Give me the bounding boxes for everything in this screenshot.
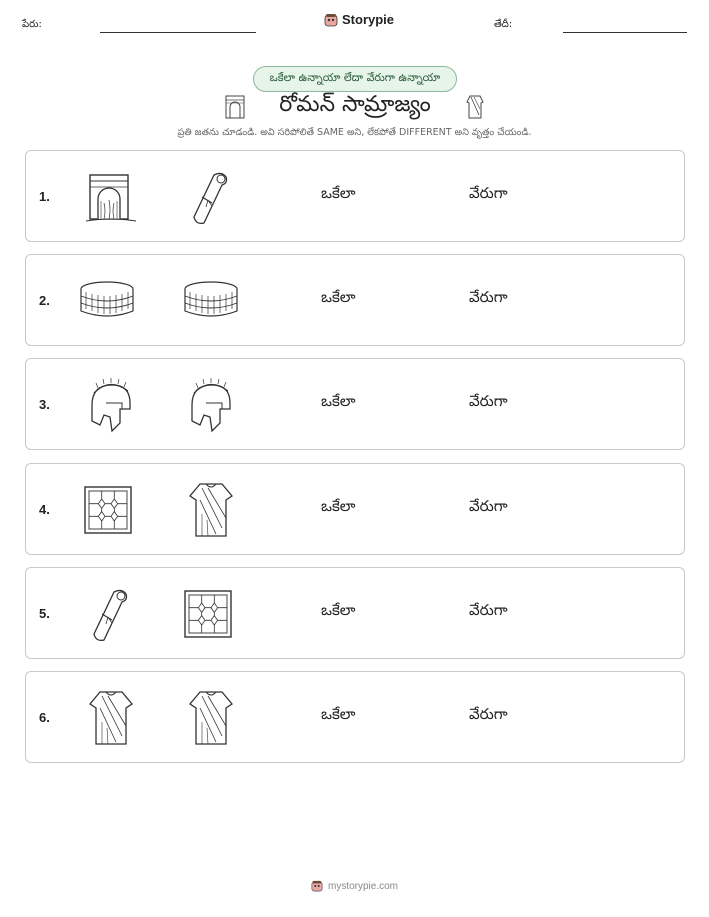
page-title: రోమన్ సామ్రాజ్యం xyxy=(279,92,431,117)
aqueduct-icon xyxy=(224,93,246,121)
question-number: 4. xyxy=(39,502,50,517)
scroll-icon xyxy=(182,167,240,227)
toga-icon xyxy=(464,93,486,121)
same-option[interactable]: ఒకేలా xyxy=(321,288,356,306)
brand-name: Storypie xyxy=(342,12,395,27)
question-number: 1. xyxy=(39,189,50,204)
footer xyxy=(0,880,709,892)
subtitle-badge: ఒకేలా ఉన్నాయా లేదా వేరుగా ఉన్నాయా xyxy=(253,66,457,92)
different-option[interactable]: వేరుగా xyxy=(469,497,508,515)
same-option[interactable]: ఒకేలా xyxy=(321,601,356,619)
toga-icon xyxy=(182,688,240,748)
question-number: 2. xyxy=(39,293,50,308)
same-option[interactable]: ఒకేలా xyxy=(321,497,356,515)
colosseum-icon xyxy=(182,271,240,331)
date-line[interactable] xyxy=(563,32,687,33)
toga-icon xyxy=(182,480,240,540)
storypie-mascot-icon xyxy=(311,880,323,892)
mosaic-icon xyxy=(182,584,240,644)
footer-url[interactable]: mystorypie.com xyxy=(327,880,398,892)
same-option[interactable]: ఒకేలా xyxy=(321,705,356,723)
different-option[interactable]: వేరుగా xyxy=(469,705,508,723)
brand-logo xyxy=(324,12,394,27)
question-card-2 xyxy=(25,254,685,346)
colosseum-icon xyxy=(78,271,136,331)
helmet-icon xyxy=(82,375,140,435)
question-card-6 xyxy=(25,671,685,763)
question-number: 6. xyxy=(39,710,50,725)
question-card-3 xyxy=(25,358,685,450)
title-row xyxy=(224,92,486,122)
same-option[interactable]: ఒకేలా xyxy=(321,184,356,202)
toga-icon xyxy=(82,688,140,748)
question-card-4 xyxy=(25,463,685,555)
same-option[interactable]: ఒకేలా xyxy=(321,392,356,410)
name-label: పేరు: xyxy=(22,19,42,30)
aqueduct-icon xyxy=(82,167,140,227)
storypie-mascot-icon xyxy=(324,13,338,27)
date-label: తేదీ: xyxy=(494,19,513,30)
question-number: 5. xyxy=(39,606,50,621)
name-line[interactable] xyxy=(100,32,256,33)
different-option[interactable]: వేరుగా xyxy=(469,392,508,410)
mosaic-icon xyxy=(82,480,140,540)
helmet-icon xyxy=(182,375,240,435)
different-option[interactable]: వేరుగా xyxy=(469,288,508,306)
different-option[interactable]: వేరుగా xyxy=(469,601,508,619)
instructions: ప్రతి జతను చూడండి. అవి సరిపోలితే SAME అని, లేకపోతే DIFFERENT అని వృత్తం చేయండి. xyxy=(177,127,532,138)
different-option[interactable]: వేరుగా xyxy=(469,184,508,202)
question-card-1 xyxy=(25,150,685,242)
question-number: 3. xyxy=(39,397,50,412)
scroll-icon xyxy=(82,584,140,644)
question-card-5 xyxy=(25,567,685,659)
